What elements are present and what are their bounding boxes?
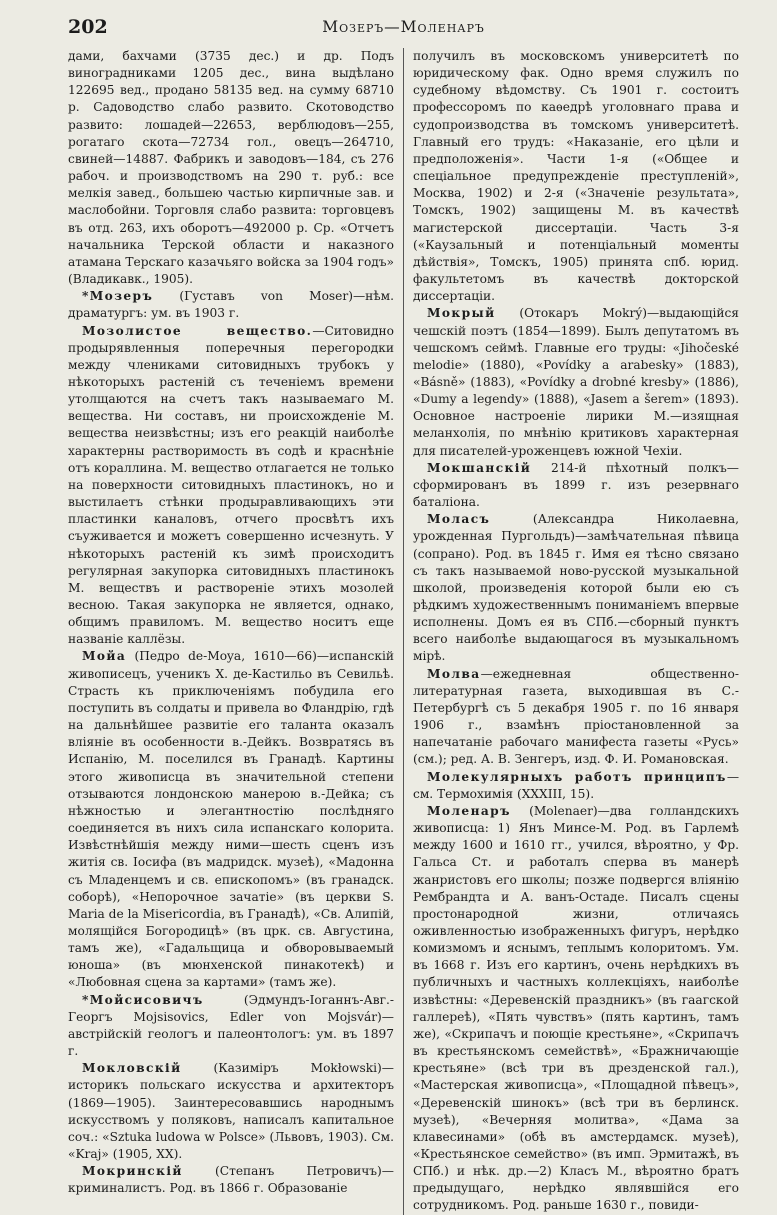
dictionary-entry [413, 48, 739, 305]
dictionary-entry [68, 288, 394, 322]
right-column [413, 48, 739, 1215]
dictionary-entry [413, 460, 739, 511]
entry-headword: Моласъ [427, 512, 491, 527]
entry-text: 214-й пѣхотный полкъ—сформированъ въ 1899 г. изъ резервнаго баталіона. [413, 460, 739, 510]
running-head: Мозеръ—Моленаръ [322, 18, 485, 36]
page-header [68, 16, 739, 44]
dictionary-entry [68, 323, 394, 649]
dictionary-entry [413, 803, 739, 1215]
entry-headword: Молекулярныхъ работъ принципъ [427, 769, 727, 784]
entry-headword: *Мойсисовичъ [82, 992, 204, 1007]
entry-headword: Мойа [82, 649, 127, 664]
entry-text: (Казиміръ Mokłowski)—историкъ польскаго искусства и архитекторъ (1869—1905). Заинтересовавшись народнымъ искусствомъ у поляковъ, написалъ капитальное соч.: «Sztuka ludowa w Polsce» (Львовъ, 1903). См. «Kraj» (1905, XX). [68, 1061, 394, 1161]
entry-headword: Мокловскій [82, 1061, 182, 1076]
entry-headword: Моленаръ [427, 803, 511, 818]
dictionary-entry [413, 666, 739, 769]
dictionary-entry [413, 511, 739, 665]
dictionary-entry [413, 305, 739, 459]
entry-text: дами, бахчами (3735 дес.) и др. Подъ виноградниками 1205 дес., вина выдѣлано 122695 вед., продано 58135 вед. на сумму 68710 р. Садоводство слабо развито. Скотоводство развито: лошадей—22653, верблюдовъ—255, рогатаго скота—72734 гол., овецъ—264710, свиней—14887. Фабрикъ и заводовъ—184, съ 276 рабоч. и производствомъ на 290 т. руб.: все мелкія завед., большею частью кирпичные зав. и маслобойни. Торговля слабо развита: торговцевъ въ отд. 263, ихъ оборотъ—492000 р. Ср. «Отчетъ начальника Терской области и наказного атамана Терскаго казачьяго войска за 1904 годъ» (Владикавк., 1905). [68, 49, 394, 287]
entry-text: —ежедневная общественно-литературная газета, выходившая въ С.-Петербургѣ съ 5 декабря 1905 г. по 16 января 1906 г., взамѣнъ пріостановленной за напечатаніе рабочаго манифеста газеты «Русь» (см.); ред. А. В. Зенгеръ, изд. Ф. И. Романовская. [413, 666, 739, 767]
entry-text: (Педро de-Moya, 1610—66)—испанскій живописецъ, ученикъ X. де-Кастильо въ Севильѣ. Страсть къ приключеніямъ побудила его поступить въ солдаты и привела во Фландрію, гдѣ на дальнѣйшее развитіе его таланта оказалъ вліяніе въ особенности в.-Дейкъ. Возвратясь въ Испанію, М. поселился въ Гранадѣ. Картины этого живописца въ значительной степени отзываются лондонскою манерою в.-Дейка; съ нѣжностью и элегантностію послѣдняго соединяется въ нихъ сила испанскаго колорита. Извѣстнѣйшія между ними—шесть сценъ изъ житія св. Іосифа (въ мадридск. музеѣ), «Мадонна съ Младенцемъ и св. епископомъ» (въ гранадск. соборѣ), «Непорочное зачатіе» (въ церкви S. Maria de la Misericordia, въ Гранадѣ), «Св. Алипій, молящійся Богородицѣ» (въ црк. св. Августина, тамъ же), «Гадальщица и обворовываемый юноша» (въ мюнхенской пинакотекѣ) и «Любовная сцена за картами» (тамъ же). [68, 649, 394, 990]
entry-headword: Мокринскій [82, 1164, 183, 1179]
left-column [68, 48, 394, 1215]
dictionary-entry [68, 1060, 394, 1163]
dictionary-entry [68, 48, 394, 288]
entry-text: получилъ въ московскомъ университетѣ по юридическому фак. Одно время служилъ по судебному вѣдомству. Съ 1901 г. состоитъ профессоромъ по каѳедрѣ уголовнаго права и судопроизводства въ томскомъ университетѣ. Главный его трудъ: «Наказаніе, его цѣли и предположенія». Части 1-я («Общее и спеціальное предупрежденіе преступленій», Москва, 1902) и 2-я («Значеніе результата», Томскъ, 1902) защищены М. въ качествѣ магистерской диссертаціи. Часть 3-я («Каузальный и потенціальный моменты дѣйствія», Томскъ, 1905) принята спб. юрид. факультетомъ въ качествѣ докторской диссертаціи. [413, 49, 739, 304]
dictionary-entry [68, 992, 394, 1061]
entry-text: —см. Термохимія (XXXIII, 15). [413, 769, 739, 801]
entry-headword: Мокрый [427, 306, 496, 321]
entry-text: (Густавъ von Moser)—нѣм. драматургъ: ум. въ 1903 г. [68, 289, 394, 321]
entry-headword: Мокшанскій [427, 460, 532, 475]
entry-text: (Эдмундъ-Іоганнъ-Авг.-Георгъ Mojsisovics, Edler von Mojsvár)—австрійскій геологъ и палеонтологъ: ум. въ 1897 г. [68, 992, 394, 1059]
dictionary-entry [68, 1163, 394, 1197]
dictionary-entry [68, 648, 394, 991]
text-columns [68, 48, 739, 1215]
page-number: 202 [68, 16, 108, 38]
entry-text: (Степанъ Петровичъ)—криминалистъ. Род. въ 1866 г. Образованіе [68, 1164, 394, 1196]
entry-headword: *Мозеръ [82, 289, 154, 304]
dictionary-entry [413, 769, 739, 803]
entry-text: (Molenaer)—два голландскихъ живописца: 1) Янъ Минсе-М. Род. въ Гарлемѣ между 1600 и 1610 гг., учился, вѣроятно, у Фр. Гальса Ст. и работалъ сперва въ манерѣ жанристовъ его школы; позже подвергся вліянію Рембрандта и А. ванъ-Остаде. Писалъ сцены простонародной жизни, отличаясь оживленностью изображенныхъ фигуръ, нерѣдко комизмомъ и яснымъ, теплымъ колоритомъ. Ум. въ 1668 г. Изъ его картинъ, очень нерѣдкихъ въ публичныхъ и частныхъ коллекціяхъ, наиболѣе извѣстны: «Деревенскій праздникъ» (въ гаагской галлереѣ), «Пять чувствъ» (пять картинъ, тамъ же), «Скрипачъ и поющіе крестьяне», «Скрипачъ въ крестьянскомъ семействѣ», «Бражничающіе крестьяне» (всѣ три въ дрезденской гал.), «Мастерская живописца», «Площадной пѣвецъ», «Деревенскій шинокъ» (всѣ три въ берлинск. музеѣ), «Вечерняя молитва», «Дама за клавесинами» (обѣ въ амстердамск. музеѣ), «Крестьянское семейство» (въ имп. Эрмитажѣ, въ СПб.) и нѣк. др.—2) Класъ М., вѣроятно братъ предыдущаго, нерѣдко являвшійся его сотрудникомъ. Род. раньше 1630 г., повиди- [413, 803, 739, 1213]
entry-headword: Молва [427, 666, 481, 681]
entry-headword: Мозолистое вещество. [82, 323, 313, 338]
column-divider [403, 48, 404, 1215]
entry-text: —Ситовидно продырявленныя поперечныя перегородки между члениками ситовидныхъ трубокъ у нѣкоторыхъ растеній съ теченіемъ времени утолщаются на счетъ такъ называемаго М. вещества. Ни составъ, ни происхожденіе М. вещества неизвѣстны; изъ его реакцій наиболѣе характерны растворимость въ содѣ и краснѣніе отъ кораллина. М. вещество отлагается не только на поверхности ситовидныхъ пластинокъ, но и выстилаетъ стѣнки продыравливающихъ эти пластинки каналовъ, отчего просвѣтъ ихъ съуживается и можетъ совершенно исчезнуть. У нѣкоторыхъ растеній къ зимѣ происходитъ регулярная закупорка ситовидныхъ пластинокъ М. веществъ и раствореніе этихъ мозолей весною. Такая закупорка не является, однако, общимъ правиломъ. М. вещество носитъ еще названіе каллёзы. [68, 323, 394, 647]
entry-text: (Отокаръ Mokrý)—выдающійся чешскій поэтъ (1854—1899). Былъ депутатомъ въ чешскомъ сеймѣ. Главные его труды: «Jihočeské melodie» (1880), «Povídky a arabesky» (1883), «Básně» (1883), «Povídky a drobné kresby» (1886), «Dumy a legendy» (1888), «Jasem a šerem» (1893). Основное настроеніе лирики М.—изящная меланхолія, по мнѣнію критиковъ характерная для писателей-уроженцевъ южной Чехіи. [413, 306, 739, 458]
entry-text: (Александра Николаевна, урожденная Пургольдъ)—замѣчательная пѣвица (сопрано). Род. въ 1845 г. Имя ея тѣсно связано съ такъ называемой ново-русской музыкальной школой, произведенія которой были ею съ рѣдкимъ художественнымъ пониманіемъ впервые исполнены. Домъ ея въ СПб.—сборный пунктъ всего наиболѣе выдающагося въ музыкальномъ мірѣ. [413, 512, 739, 664]
